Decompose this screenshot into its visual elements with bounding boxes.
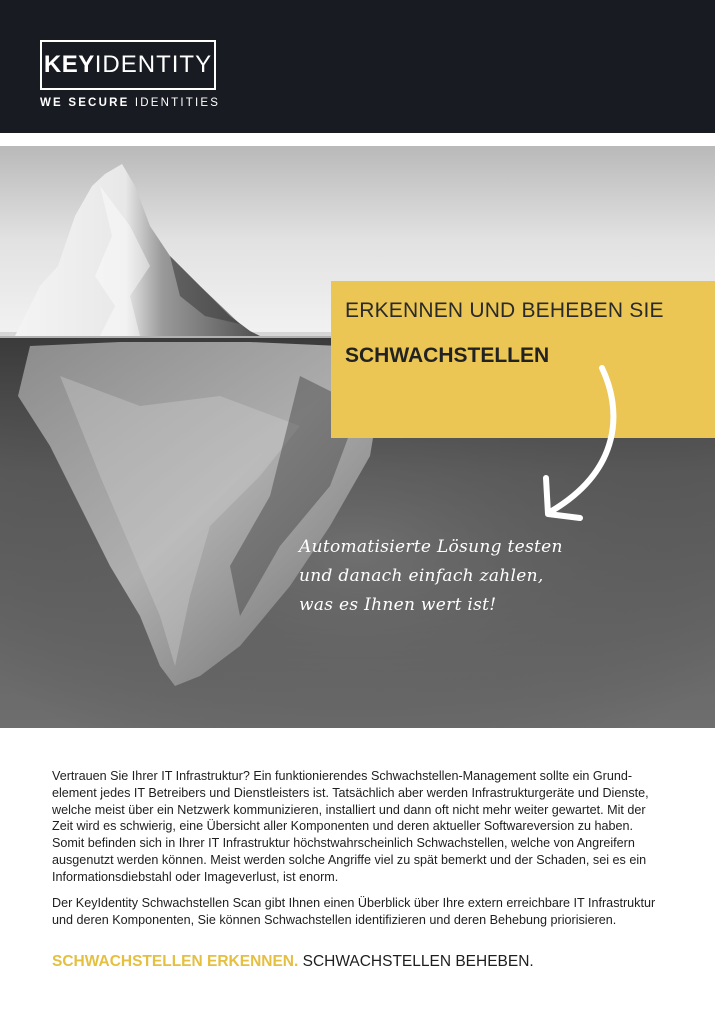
tagline-bold: WE SECURE <box>40 97 130 109</box>
body-line: und deren Komponenten, Sie können Schwachstellen identifizieren und deren Behebung priorisieren. <box>52 912 617 927</box>
script-line-3: was es Ihnen wert ist! <box>299 595 497 615</box>
body-paragraph-2 <box>52 895 672 929</box>
slogan <box>52 953 534 971</box>
body-line: welche meist über ein Netzwerk kommunizieren, installiert und dann oft nicht mehr weiter gewartet. Mit der <box>52 802 646 817</box>
body-line: Somit befinden sich in Ihrer IT Infrastruktur höchstwahrscheinlich Schwachstellen, welche von Angreifern <box>52 836 635 851</box>
logo-bold: KEY <box>43 51 95 78</box>
body-paragraph-1 <box>52 768 672 886</box>
header-bar <box>0 0 715 133</box>
body-line: Informationsdiebstahl oder Imageverlust, ist enorm. <box>52 869 339 884</box>
logo-wordmark <box>42 42 214 88</box>
tagline <box>40 97 220 109</box>
body-line: Vertrauen Sie Ihrer IT Infrastruktur? Ein funktionierendes Schwachstellen-Management sollte ein Grund- <box>52 769 633 783</box>
logo-light: IDENTITY <box>94 51 213 78</box>
company-logo <box>40 40 216 90</box>
headline-line-1: ERKENNEN UND BEHEBEN SIE <box>345 299 664 322</box>
script-line-2: und danach einfach zahlen, <box>299 566 544 586</box>
body-line: Zeit wird es schwierig, eine Übersicht aller Komponenten und deren aktueller Softwareversion zu haben. <box>52 819 634 834</box>
body-line: Der KeyIdentity Schwachstellen Scan gibt Ihnen einen Überblick über Ihre extern erreichbare IT Infrastruktur <box>52 896 656 910</box>
slogan-accent: SCHWACHSTELLEN ERKENNEN. <box>52 953 299 970</box>
body-line: element jedes IT Betreibers und Dienstleisters ist. Tatsächlich aber werden Infrastrukturgeräte und Dienste, <box>52 785 649 800</box>
slogan-dark: SCHWACHSTELLEN BEHEBEN. <box>302 953 534 970</box>
curved-arrow-icon <box>530 360 640 530</box>
tagline-light: IDENTITIES <box>134 97 221 109</box>
headline-line-2: SCHWACHSTELLEN <box>345 344 550 367</box>
script-line-1: Automatisierte Lösung testen <box>299 537 563 557</box>
body-line: ausgenutzt werden können. Meist werden solche Angriffe viel zu spät bemerkt und der Schaden, sei es ein <box>52 852 647 867</box>
